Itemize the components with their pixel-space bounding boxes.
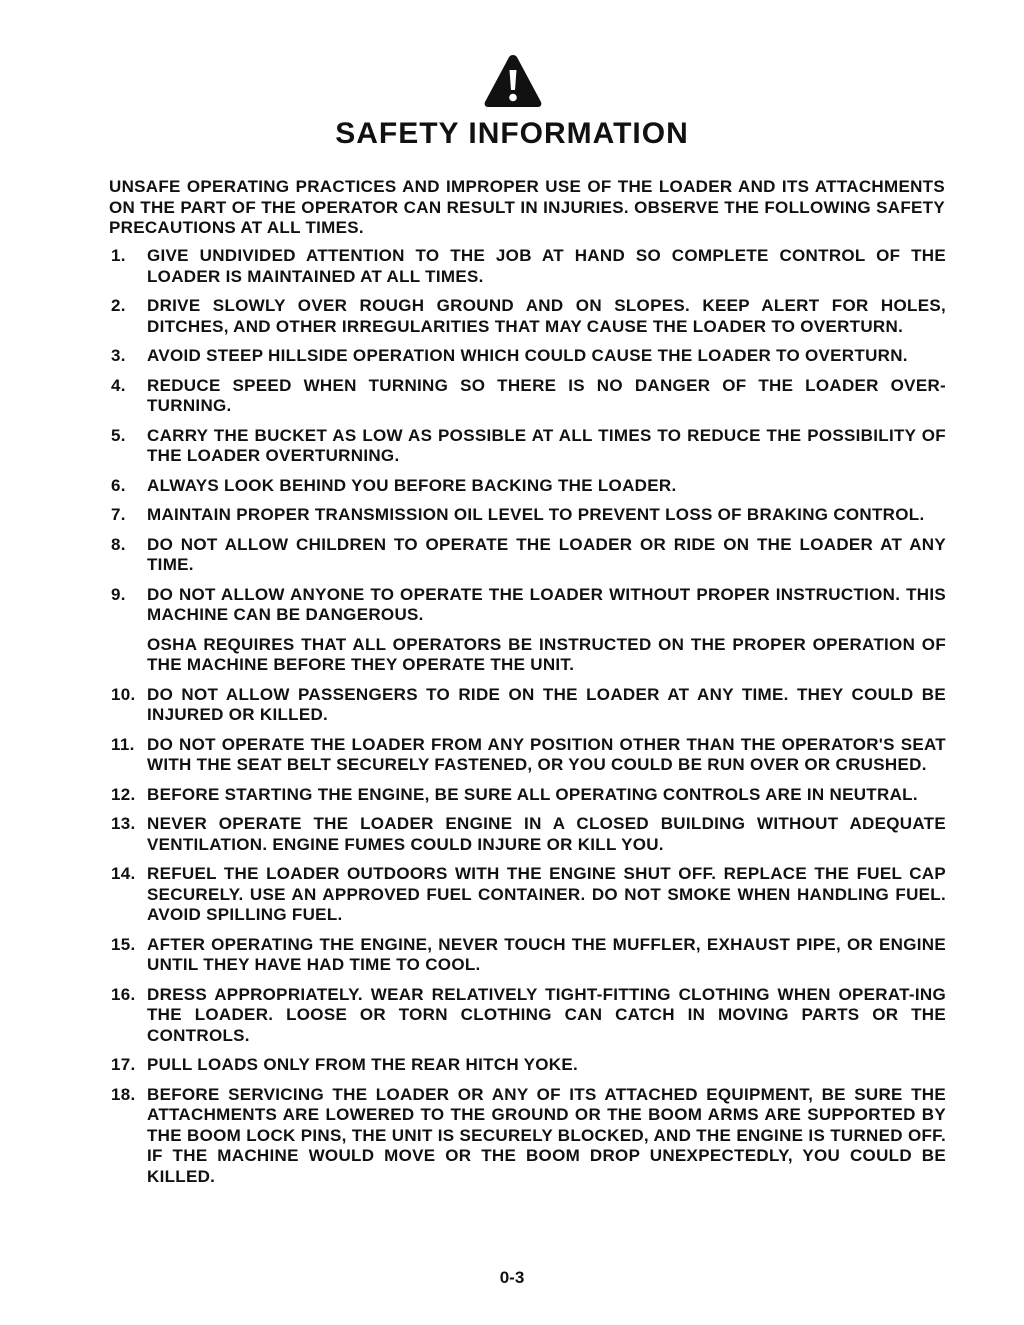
item-number: 5. bbox=[111, 425, 126, 445]
item-number: 13. bbox=[111, 814, 136, 833]
item-number: 10. bbox=[111, 684, 136, 704]
list-item bbox=[104, 935, 946, 976]
item-number: 15. bbox=[111, 934, 136, 954]
list-item bbox=[104, 376, 946, 417]
list-item bbox=[104, 1085, 946, 1188]
item-number: 6. bbox=[111, 475, 126, 495]
item-text: DO NOT ALLOW ANYONE TO OPERATE THE LOADER WITHOUT PROPER INSTRUCTION. THIS MACHINE CAN BE DANGEROUS. bbox=[147, 584, 946, 624]
item-number: 12. bbox=[111, 784, 136, 804]
list-item bbox=[104, 535, 946, 576]
osha-note: OSHA REQUIRES THAT ALL OPERATORS BE INSTRUCTED ON THE PROPER OPERATION OF THE MACHINE BEFORE THEY OPERATE THE UNIT. bbox=[147, 634, 946, 674]
item-text: DRIVE SLOWLY OVER ROUGH GROUND AND ON SLOPES. KEEP ALERT FOR HOLES, DITCHES, AND OTHER IRREGULARITIES THAT MAY CAUSE THE LOADER TO OVERTURN. bbox=[147, 296, 946, 336]
list-item bbox=[104, 426, 946, 467]
item-number: 16. bbox=[111, 984, 136, 1004]
item-text: BEFORE STARTING THE ENGINE, BE SURE ALL OPERATING CONTROLS ARE IN NEUTRAL. bbox=[147, 784, 918, 804]
item-number: 3. bbox=[111, 346, 126, 365]
list-item bbox=[104, 735, 946, 776]
item-number: 17. bbox=[111, 1055, 136, 1074]
intro-paragraph: UNSAFE OPERATING PRACTICES AND IMPROPER USE OF THE LOADER AND ITS ATTACHMENTS ON THE PART OF THE OPERATOR CAN RESULT IN INJURIES. OBSERVE THE FOLLOWING SAFETY PRECAUTIONS AT ALL TIMES. bbox=[109, 177, 945, 237]
item-number: 18. bbox=[111, 1084, 136, 1104]
item-text: DO NOT OPERATE THE LOADER FROM ANY POSITION OTHER THAN THE OPERATOR'S SEAT WITH THE SEAT BELT SECURELY FASTENED, OR YOU COULD BE RUN OVER OR CRUSHED. bbox=[147, 734, 946, 774]
item-text: REFUEL THE LOADER OUTDOORS WITH THE ENGINE SHUT OFF. REPLACE THE FUEL CAP SECURELY. USE AN APPROVED FUEL CONTAINER. DO NOT SMOKE WHEN HANDLING FUEL. AVOID SPILLING FUEL. bbox=[147, 864, 946, 924]
list-item bbox=[104, 814, 946, 855]
list-item bbox=[104, 296, 946, 337]
list-item bbox=[104, 346, 946, 367]
list-item bbox=[104, 585, 946, 626]
list-item bbox=[104, 864, 946, 926]
item-text: BEFORE SERVICING THE LOADER OR ANY OF ITS ATTACHED EQUIPMENT, BE SURE THE ATTACHMENTS ARE LOWERED TO THE GROUND OR THE BOOM ARMS ARE SUPPORTED BY THE BOOM LOCK PINS, THE UNIT IS SECURELY BLOCKED, AND THE ENGINE IS TURNED OFF. IF THE MACHINE WOULD MOVE OR THE BOOM DROP UNEXPECTEDLY, YOU COULD BE KILLED. bbox=[147, 1084, 946, 1186]
warning-triangle-icon bbox=[483, 52, 543, 110]
list-item bbox=[104, 246, 946, 287]
item-number: 1. bbox=[111, 246, 126, 265]
item-number: 7. bbox=[111, 505, 126, 524]
item-text: DO NOT ALLOW CHILDREN TO OPERATE THE LOADER OR RIDE ON THE LOADER AT ANY TIME. bbox=[147, 534, 946, 574]
list-item bbox=[104, 1055, 946, 1076]
list-item bbox=[104, 476, 946, 497]
item-text: PULL LOADS ONLY FROM THE REAR HITCH YOKE. bbox=[147, 1055, 579, 1074]
item-text: GIVE UNDIVIDED ATTENTION TO THE JOB AT HAND SO COMPLETE CONTROL OF THE LOADER IS MAINTAINED AT ALL TIMES. bbox=[147, 246, 946, 286]
item-number: 2. bbox=[111, 296, 126, 315]
safety-precautions-list bbox=[104, 246, 946, 1196]
list-item bbox=[104, 685, 946, 726]
page-title: SAFETY INFORMATION bbox=[335, 117, 689, 150]
item-text: AVOID STEEP HILLSIDE OPERATION WHICH COULD CAUSE THE LOADER TO OVERTURN. bbox=[147, 346, 908, 365]
item-text: CARRY THE BUCKET AS LOW AS POSSIBLE AT ALL TIMES TO REDUCE THE POSSIBILITY OF THE LOADER OVERTURNING. bbox=[147, 425, 946, 465]
item-number: 4. bbox=[111, 375, 126, 395]
list-item bbox=[104, 505, 946, 526]
item-text: MAINTAIN PROPER TRANSMISSION OIL LEVEL TO PREVENT LOSS OF BRAKING CONTROL. bbox=[147, 505, 925, 524]
item-number: 14. bbox=[111, 864, 136, 883]
page-number: 0-3 bbox=[499, 1268, 525, 1287]
list-item bbox=[104, 785, 946, 806]
item-number: 8. bbox=[111, 534, 126, 554]
list-item bbox=[104, 985, 946, 1047]
item-text: REDUCE SPEED WHEN TURNING SO THERE IS NO DANGER OF THE LOADER OVER-TURNING. bbox=[147, 375, 946, 415]
item-text: DRESS APPROPRIATELY. WEAR RELATIVELY TIGHT-FITTING CLOTHING WHEN OPERAT-ING THE LOADER. LOOSE OR TORN CLOTHING CAN CATCH IN MOVING PARTS OR THE CONTROLS. bbox=[147, 984, 946, 1045]
item-text: DO NOT ALLOW PASSENGERS TO RIDE ON THE LOADER AT ANY TIME. THEY COULD BE INJURED OR KILLED. bbox=[147, 684, 946, 724]
item-text: AFTER OPERATING THE ENGINE, NEVER TOUCH THE MUFFLER, EXHAUST PIPE, OR ENGINE UNTIL THEY HAVE HAD TIME TO COOL. bbox=[147, 934, 946, 974]
item-text: ALWAYS LOOK BEHIND YOU BEFORE BACKING THE LOADER. bbox=[147, 475, 677, 495]
item-number: 11. bbox=[111, 734, 135, 754]
item-number: 9. bbox=[111, 584, 126, 604]
item-text: NEVER OPERATE THE LOADER ENGINE IN A CLOSED BUILDING WITHOUT ADEQUATE VENTILATION. ENGINE FUMES COULD INJURE OR KILL YOU. bbox=[147, 814, 946, 854]
